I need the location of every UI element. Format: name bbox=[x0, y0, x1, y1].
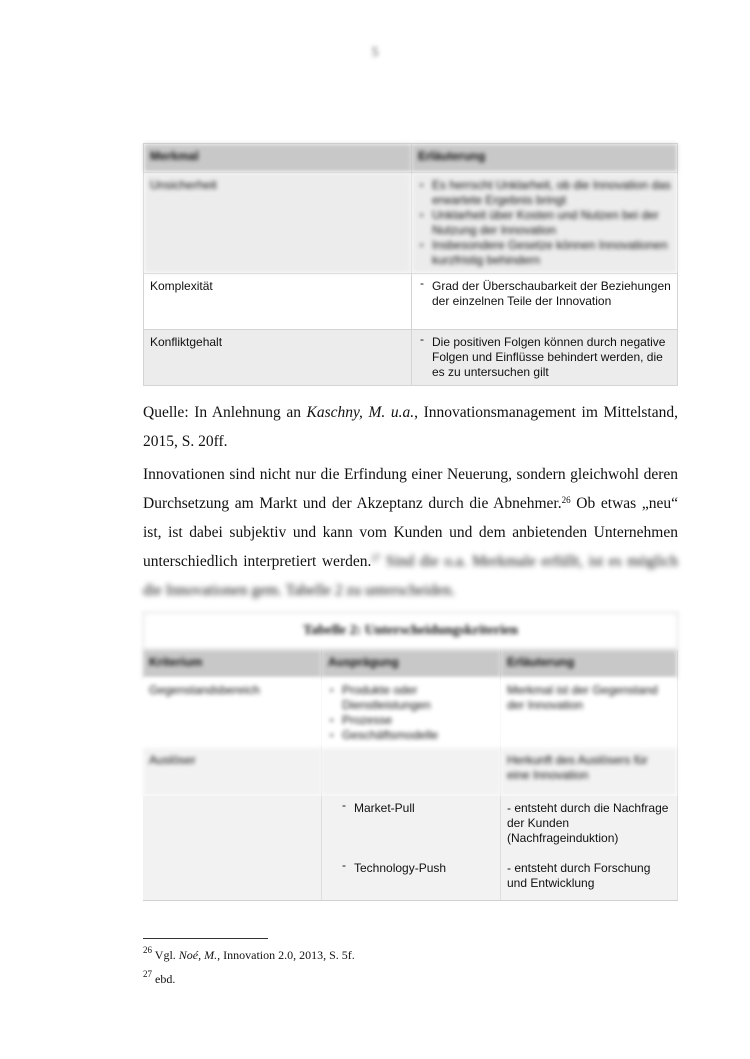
table-row bbox=[143, 796, 678, 856]
list-item: - Grad der Überschaubarkeit der Beziehungen der einzelnen Teile der Innovation bbox=[418, 279, 671, 309]
criterion-cell: Auslöser bbox=[143, 748, 322, 796]
footnote-author: Noé, M. bbox=[178, 948, 218, 962]
value-cell bbox=[322, 856, 501, 901]
list-item: - Die positiven Folgen können durch negative Folgen und Einflüsse behindert werden, die es zu untersuchen gilt bbox=[418, 335, 671, 380]
footnote-text: , Innovation 2.0, 2013, S. 5f. bbox=[217, 948, 355, 962]
explanation-cell: - entsteht durch Forschung und Entwicklung bbox=[501, 856, 678, 901]
list-item: ▪ Unklarheit über Kosten und Nutzen bei der Nutzung der Innovation bbox=[418, 208, 671, 238]
list-item: ▪ Prozesse bbox=[328, 713, 494, 728]
body-paragraph bbox=[143, 460, 678, 605]
list-item: - Technology-Push bbox=[340, 861, 494, 876]
source-rest: , Innovationsmanagement im Mittelstand, 2015, S. 20ff. bbox=[143, 404, 678, 450]
row-explanation bbox=[412, 330, 678, 386]
criterion-cell bbox=[143, 796, 322, 856]
footnote-text: Vgl. bbox=[152, 948, 179, 962]
explanation-cell: Merkmal ist der Gegenstand der Innovation bbox=[501, 678, 678, 748]
footnote bbox=[143, 969, 176, 987]
source-prefix: Quelle: In Anlehnung an bbox=[143, 404, 307, 421]
list-item: ▪ Insbesondere Gesetze können Innovationen kurzfristig behindern bbox=[418, 238, 671, 268]
table-row bbox=[144, 330, 678, 386]
table-row bbox=[143, 748, 678, 796]
list-item: ▪ Produkte oder Dienstleistungen bbox=[328, 683, 494, 713]
source-author: Kaschny, M. u.a. bbox=[306, 404, 415, 421]
distinction-table bbox=[143, 650, 678, 901]
row-label: Unsicherheit bbox=[144, 173, 412, 274]
table-header-cell: Merkmal bbox=[144, 144, 412, 173]
row-explanation bbox=[412, 274, 678, 330]
table-header-cell: Erläuterung bbox=[501, 650, 678, 678]
explanation-cell: - entsteht durch die Nachfrage der Kunden (Nachfrageinduktion) bbox=[501, 796, 678, 856]
source-note bbox=[143, 398, 678, 456]
criteria-table bbox=[143, 143, 678, 386]
value-cell bbox=[322, 796, 501, 856]
footnote-number: 26 bbox=[143, 945, 152, 955]
table-header-cell: Ausprägung bbox=[322, 650, 501, 678]
paragraph-text: Innovationen sind nicht nur die Erfindung einer Neuerung, sondern gleichwohl deren Durchsetzung am Markt und der Akzeptanz durch die Abnehmer. bbox=[143, 466, 678, 512]
criterion-cell bbox=[143, 856, 322, 901]
value-cell bbox=[322, 748, 501, 796]
row-label: Konfliktgehalt bbox=[144, 330, 412, 386]
footnote-text: ebd. bbox=[152, 972, 176, 986]
table-header-row bbox=[144, 144, 678, 173]
table-header-cell: Kriterium bbox=[143, 650, 322, 678]
explanation-cell: Herkunft des Auslösers für eine Innovation bbox=[501, 748, 678, 796]
criterion-cell: Gegenstandsbereich bbox=[143, 678, 322, 748]
table-row bbox=[143, 856, 678, 901]
page-number: 5 bbox=[371, 44, 379, 59]
footnote bbox=[143, 945, 355, 963]
footnote-number: 27 bbox=[143, 969, 152, 979]
footnote-ref[interactable]: 26 bbox=[561, 495, 571, 505]
table-row bbox=[143, 678, 678, 748]
row-label: Komplexität bbox=[144, 274, 412, 330]
value-cell bbox=[322, 678, 501, 748]
list-item: ▪ Es herrscht Unklarheit, ob die Innovation das erwartete Ergebnis bringt bbox=[418, 178, 671, 208]
list-item: - Market-Pull bbox=[340, 801, 494, 816]
table-header-row bbox=[143, 650, 678, 678]
footnote-divider bbox=[143, 938, 268, 939]
list-item: ▪ Geschäftsmodelle bbox=[328, 728, 494, 743]
row-explanation bbox=[412, 173, 678, 274]
table-caption: Tabelle 2: Unterscheidungskriterien bbox=[143, 612, 678, 650]
paragraph-text: Ob etwas „neu“ ist, ist dabei subjektiv und kann vom Kunden und dem anbietenden Unternehmen unterschiedlich interpretiert werden. bbox=[143, 495, 679, 570]
footnote-ref[interactable]: 27 bbox=[371, 553, 381, 563]
table-row bbox=[144, 173, 678, 274]
paragraph-text: Sind die o.a. Merkmale erfüllt, ist es möglich die Innovationen gem. Tabelle 2 zu unterscheiden. bbox=[143, 553, 678, 599]
table-row bbox=[144, 274, 678, 330]
table-header-cell: Erläuterung bbox=[412, 144, 678, 173]
